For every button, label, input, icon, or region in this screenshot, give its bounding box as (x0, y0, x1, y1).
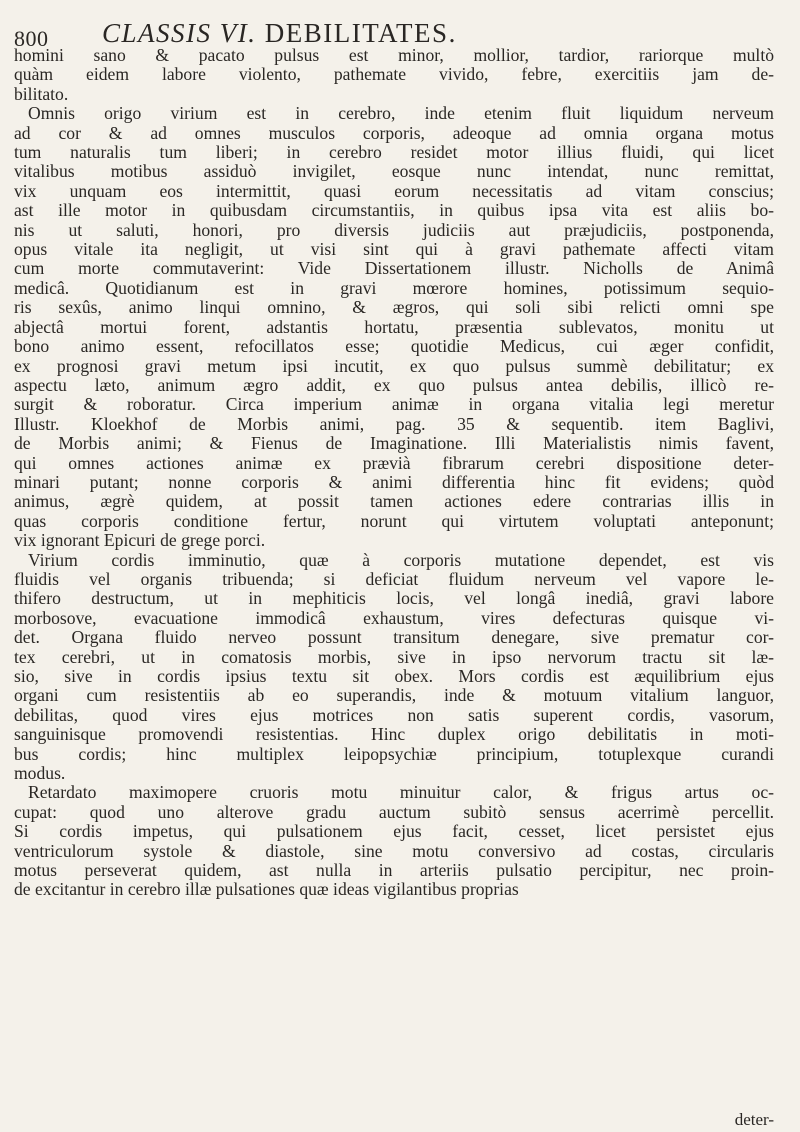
text-line: bono animo essent, refocillatos esse; quotidie Medicus, cui æger confidit, (14, 336, 774, 357)
text-line: aspectu læto, animum ægro addit, ex quo pulsus antea debilis, illicò re- (14, 374, 774, 395)
text-line: bus cordis; hinc multiplex leipopsychiæ principium, totuplexque curandi (14, 743, 774, 764)
text-line: sio, sive in cordis ipsius textu sit obex. Mors cordis est æquilibrium ejus (14, 666, 774, 686)
catchword: deter- (734, 1110, 774, 1129)
text-line: motus perseverat quidem, ast nulla in arteriis pulsatio percipitur, nec proin- (14, 860, 774, 881)
text-line: modus. (14, 763, 66, 784)
text-line: morbosove, evacuatione immodicâ exhaustum, vires defecturas quisque vi- (14, 607, 774, 628)
text-line: minari putant; nonne corporis & animi differentia hinc fit evidens; quòd (14, 471, 774, 492)
text-line: vix unquam eos intermittit, quasi eorum necessitatis ad vitam conscius; (14, 180, 774, 201)
running-title-class: CLASSIS VI. (102, 18, 257, 48)
text-line: organi cum resistentiis ab eo superandis, inde & motuum vitalium languor, (14, 685, 774, 706)
text-line: tex cerebri, ut in comatosis morbis, sive in ipso nervorum tractu sit læ- (14, 646, 774, 667)
running-title-subject: DEBILITATES. (264, 18, 457, 48)
text-line: Illustr. Kloekhof de Morbis animi, pag. 35 & sequentib. item Baglivi, (14, 413, 774, 434)
body-text (14, 46, 774, 900)
text-line: Virium cordis imminutio, quæ à corporis mutatione dependet, est vis (28, 549, 774, 570)
text-line: Si cordis impetus, qui pulsationem ejus facit, cesset, licet persistet ejus (14, 821, 774, 842)
text-line: Retardato maximopere cruoris motu minuitur calor, & frigus artus oc- (28, 782, 774, 803)
text-line: abjectâ mortui forent, adstantis hortatu, præsentia sublevatos, monitu ut (14, 316, 774, 337)
text-line: qui omnes actiones animæ ex prævià fibrarum cerebri dispositione deter- (14, 452, 774, 473)
page-header (14, 12, 774, 51)
text-line: quàm eidem labore violento, pathemate vivido, febre, exercitiis jam de- (14, 64, 774, 85)
text-line: vix ignorant Epicuri de grege porci. (14, 530, 266, 551)
text-line: ris sexûs, animo linqui omnino, & ægros, qui soli sibi relicti omni spe (14, 297, 774, 318)
text-line: Omnis origo virium est in cerebro, inde etenim fluit liquidum nerveum (28, 103, 774, 124)
text-line: surgit & roboratur. Circa imperium animæ in organa vitalia legi meretur (14, 394, 774, 415)
text-line: de excitantur in cerebro illæ pulsationes quæ ideas vigilantibus proprias (14, 879, 519, 900)
text-line: sanguinisque promovendi resistentias. Hinc duplex origo debilitatis in moti- (14, 724, 774, 745)
text-line: quas corporis conditione fertur, norunt qui virtutem voluptati anteponunt; (14, 510, 774, 531)
text-line: det. Organa fluido nerveo possunt transitum denegare, sive prematur cor- (14, 627, 774, 648)
text-line: homini sano & pacato pulsus est minor, mollior, tardior, rariorque multò (14, 45, 774, 65)
text-line: nis ut saluti, honori, pro diversis judiciis aut præjudiciis, postponenda, (14, 219, 774, 240)
text-line: fluidis vel organis tribuenda; si deficiat fluidum nerveum vel vapore le- (14, 568, 774, 589)
text-line: debilitas, quod vires ejus motrices non satis superent cordis, vasorum, (14, 704, 774, 725)
running-title (102, 18, 457, 49)
page-number: 800 (14, 26, 49, 51)
text-line: ast ille motor in quibusdam circumstantiis, in quibus ipsa vita est aliis bo- (14, 200, 774, 221)
text-line: ventriculorum systole & diastole, sine motu conversivo ad costas, circularis (14, 840, 774, 861)
text-line: ex prognosi gravi metum ipsi incutit, ex quo pulsus summè debilitatur; ex (14, 355, 774, 376)
text-line: tum naturalis tum liberi; in cerebro residet motor illius fluidi, qui licet (14, 142, 774, 163)
text-line: medicâ. Quotidianum est in gravi mœrore homines, potissimum sequio- (14, 277, 774, 298)
text-line: vitalibus motibus assiduò invigilet, eosque nunc intendat, nunc remittat, (14, 161, 774, 182)
text-line: thifero destructum, ut in mephiticis locis, vel longâ inediâ, gravi labore (14, 588, 774, 609)
text-line: animus, ægrè quidem, at possit tamen actiones edere contrarias illis in (14, 491, 774, 512)
text-line: cupat: quod uno alterove gradu auctum subitò sensus acerrimè percellit. (14, 801, 774, 822)
text-line: bilitato. (14, 83, 69, 104)
text-line: ad cor & ad omnes musculos corporis, adeoque ad omnia organa motus (14, 122, 774, 143)
text-line: opus vitale ita negligit, ut visi sint qui à gravi pathemate affecti vitam (14, 239, 774, 260)
text-line: cum morte commutaverint: Vide Dissertationem illustr. Nicholls de Animâ (14, 258, 774, 279)
text-line: de Morbis animi; & Fienus de Imaginatione. Illi Materialistis nimis favent, (14, 433, 774, 454)
